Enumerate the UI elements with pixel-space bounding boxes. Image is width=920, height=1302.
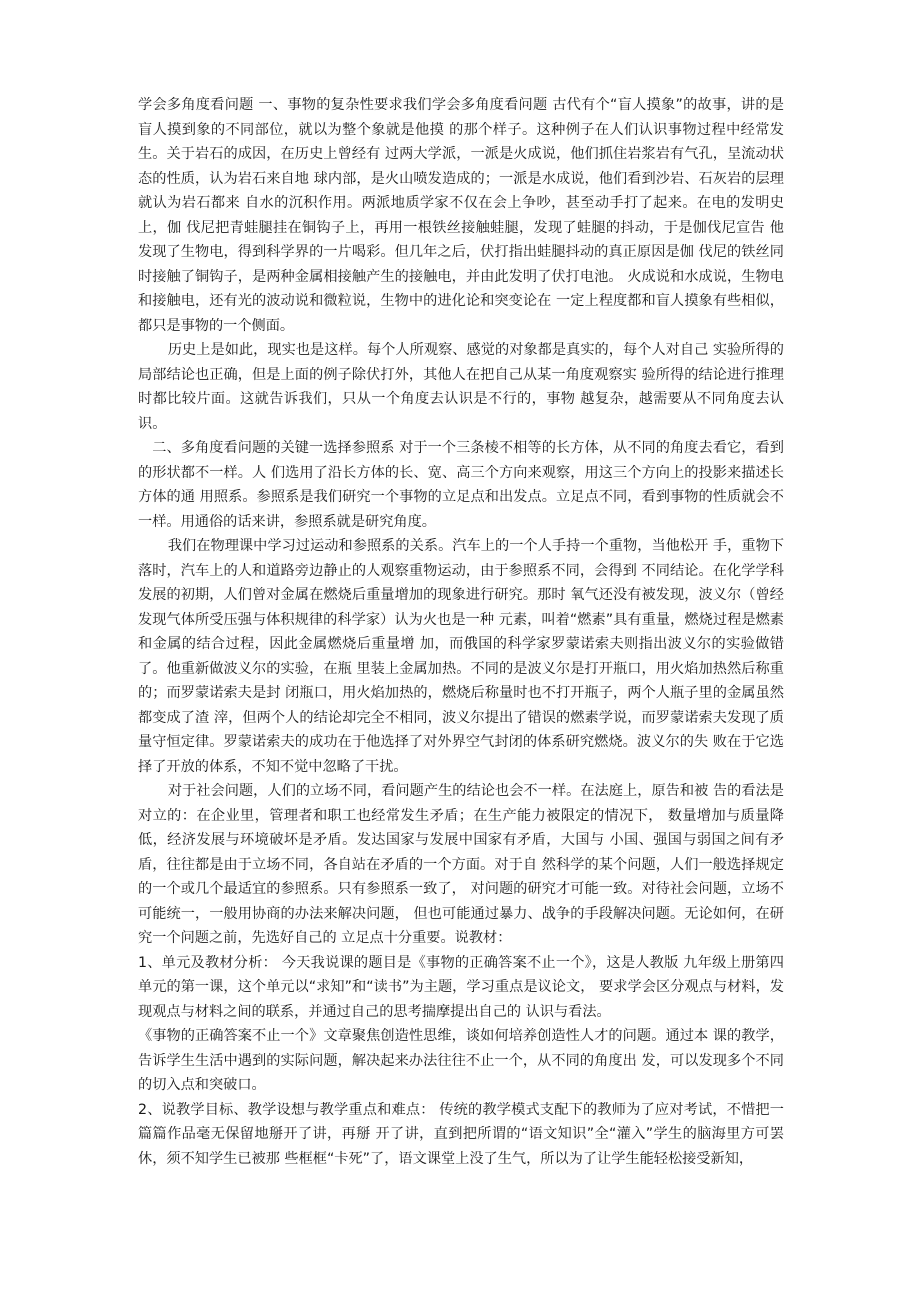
paragraph-blind-men-and-elephant: 学会多角度看问题 一、事物的复杂性要求我们学会多角度看问题 古代有个“盲人摸象”的故事，讲的是盲人摸到象的不同部位，就以为整个象就是他摸 的那个样子。这种例子在人们认识事物过程中经常发生。关于岩石的成因，在历史上曾经有 过两大学派，一派是火成说，他们抓住岩浆岩有气孔，呈流动状态的性质，认为岩石来自地 球内部，是火山喷发造成的；一派是水成说，他们看到沙岩、石灰岩的层理就认为岩石都来 自水的沉积作用。两派地质学家不仅在会上争吵，甚至动手打了起来。在电的发明史上，伽 伐尼把青蛙腿挂在铜钩子上，再用一根铁丝接触蛙腿，发现了蛙腿的抖动，于是伽伐尼宣告 他发现了生物电，得到科学界的一片喝彩。但几年之后，伏打指出蛙腿抖动的真正原因是伽 伐尼的铁丝同时接触了铜钩子，是两种金属相接触产生的接触电，并由此发明了伏打电池。 火成说和水成说，生物电和接触电，还有光的波动说和微粒说，生物中的进化论和突变论在 一定上程度都和盲人摸象有些相似，都只是事物的一个侧面。 [138,97,784,334]
paragraph-history-and-reality: 历史上是如此，现实也是这样。每个人所观察、感觉的对象都是真实的，每个人对自己 实验所得的局部结论也正确，但是上面的例子除伏打外，其他人在把自己从某一角度观察实 验所得的结论进行推理时都比较片面。这就告诉我们，只从一个角度去认识是不行的，事物 越复杂，越需要从不同角度去认识。 [138,342,784,432]
paragraph-lesson-summary: 《事物的正确答案不止一个》文章聚焦创造性思维，谈如何培养创造性人才的问题。通过本 课的教学，告诉学生生活中遇到的实际问题，解决起来办法往往不止一个，从不同的角度出 发，可以发现多个不同的切入点和突破口。 [138,1028,784,1093]
paragraph-teaching-goals: 2、说教学目标、教学设想与教学重点和难点： 传统的教学模式支配下的教师为了应对考试，不惜把一篇篇作品毫无保留地掰开了讲，再掰 开了讲，直到把所谓的“语文知识”全“灌入”学生的脑海里方可罢休，须不知学生已被那 些框框“卡死”了，语文课堂上没了生气，所以为了让学生能轻松接受新知， [138,1101,784,1167]
paragraph-unit-analysis: 1、单元及教材分析： 今天我说课的题目是《事物的正确答案不止一个》，这是人教版 九年级上册第四单元的第一课，这个单元以“求知”和“读书”为主题，学习重点是议论文， 要求学会区分观点与材料，发现观点与材料之间的联系，并通过自己的思考揣摩提出自己的 认识与看法。 [138,954,784,1020]
paragraph-reference-frame: 二、多角度看问题的关键一选择参照系 对于一个三条棱不相等的长方体，从不同的角度去看它，看到的形状都不一样。人 们选用了沿长方体的长、宽、高三个方向来观察，用这三个方向上的投影来描述长方体的通 用照系。参照系是我们研究一个事物的立足点和出发点。立足点不同，看到事物的性质就会不一样。用通俗的话来讲，参照系就是研究角度。 [138,440,784,530]
paragraph-physics-chemistry-example: 我们在物理课中学习过运动和参照系的关系。汽车上的一个人手持一个重物，当他松开 手，重物下落时，汽车上的人和道路旁边静止的人观察重物运动，由于参照系不同，会得到 不同结论。在化学学科发展的初期，人们曾对金属在燃烧后重量增加的现象进行研究。那时 氧气还没有被发现，波义尔（曾经发现气体所受压强与体积规律的科学家）认为火也是一种 元素，叫着“燃素”具有重量，燃烧过程是燃素和金属的结合过程，因此金属燃烧后重量增 加，而俄国的科学家罗蒙诺索夫则指出波义尔的实验做错了。他重新做波义尔的实验，在瓶 里装上金属加热。不同的是波义尔是打开瓶口，用火焰加热然后称重的；而罗蒙诺索夫是封 闭瓶口，用火焰加热的，燃烧后称量时也不打开瓶子，两个人瓶子里的金属虽然都变成了渣 滓，但两个人的结论却完全不相同，波义尔提出了错误的燃素学说，而罗蒙诺索夫发现了质 量守恒定律。罗蒙诺索夫的成功在于他选择了对外界空气封闭的体系研究燃烧。波义尔的失 败在于它选择了开放的体系，不知不觉中忽略了干扰。 [138,538,784,775]
paragraph-social-issues: 对于社会问题，人们的立场不同，看问题产生的结论也会不一样。在法庭上，原告和被 告的看法是对立的：在企业里，管理者和职工也经常发生矛盾；在生产能力被限定的情况下， 数量增加与质量降低，经济发展与环境破坏是矛盾。发达国家与发展中国家有矛盾，大国与 小国、强国与弱国之间有矛盾，往往都是由于立场不同，各自站在矛盾的一个方面。对于自 然科学的某个问题，人们一般选择规定的一个或几个最适宜的参照系。只有参照系一致了， 对问题的研究才可能一致。对待社会问题，立场不可能统一，一般用协商的办法来解决问题， 但也可能通过暴力、战争的手段解决问题。无论如何，在研究一个问题之前，先选好自己的 立足点十分重要。说教材： [138,783,784,946]
document-body [138,93,784,1171]
